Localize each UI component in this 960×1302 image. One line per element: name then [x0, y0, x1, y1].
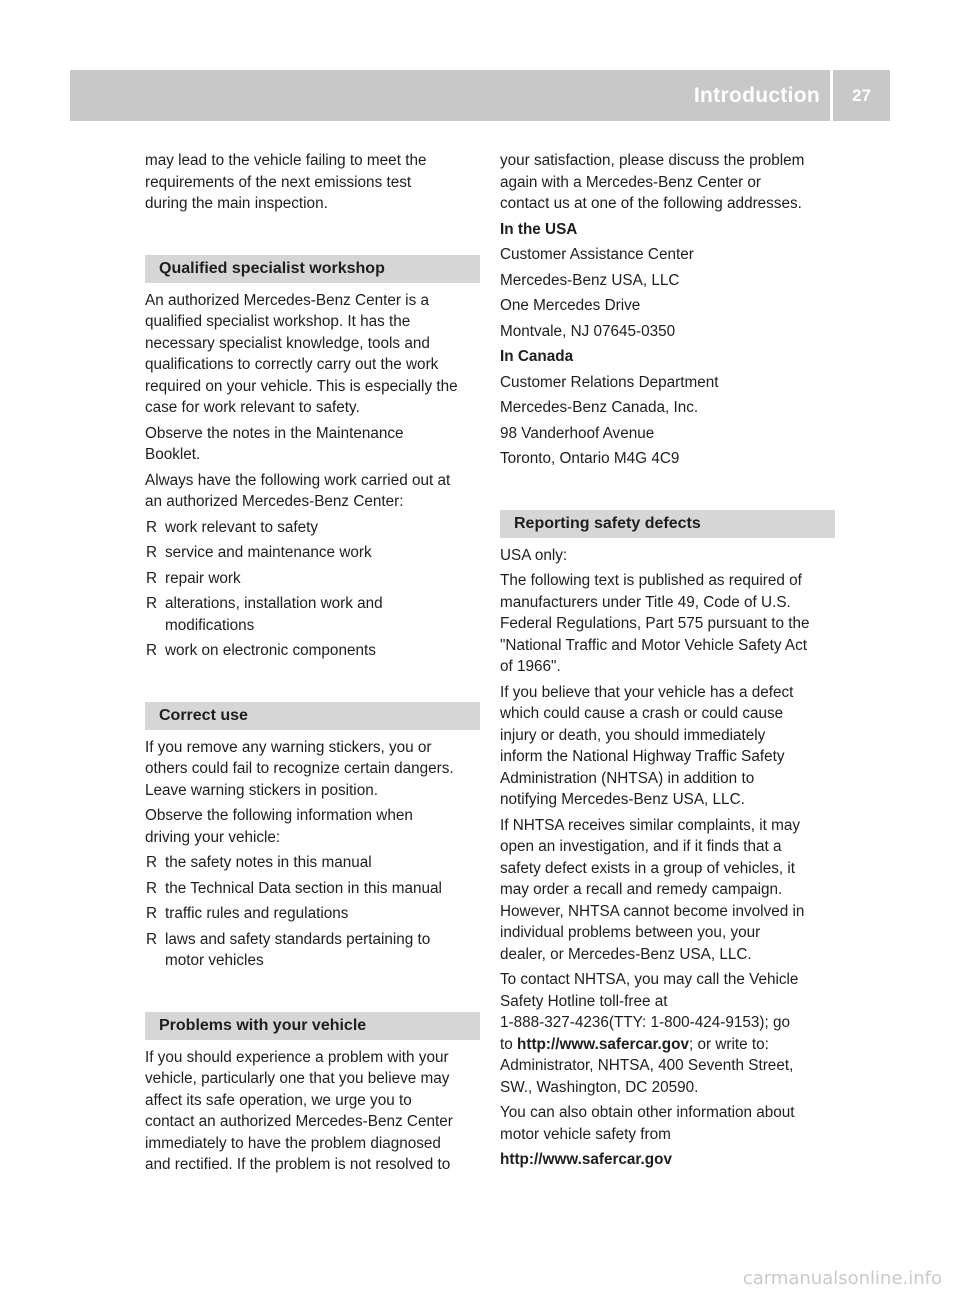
page-header	[70, 70, 890, 121]
heading-correct-use: Correct use	[145, 702, 480, 730]
canada-label: In Canada	[500, 348, 574, 365]
defects-paragraph-2: The following text is published as required of manufacturers under Title 49, Code of U.S. Federal Regulations, Part 575 pursuant to the "National Traffic and Motor Vehicle Safety Act of 1966".	[500, 572, 810, 675]
safercar-link[interactable]: http://www.safercar.gov	[517, 1035, 690, 1053]
list-item	[145, 878, 480, 900]
canada-address-line: Customer Relations Department	[500, 373, 719, 391]
heading-qualified-workshop: Qualified specialist workshop	[145, 255, 480, 283]
canada-address	[500, 372, 835, 470]
canada-address-line: 98 Vanderhoof Avenue	[500, 424, 655, 442]
intro-paragraph: may lead to the vehicle failing to meet the requirements of the next emissions test during the main inspection.	[145, 152, 427, 212]
list-item	[145, 852, 480, 874]
usa-address	[500, 244, 835, 342]
list-item	[145, 593, 480, 636]
safercar-link-final[interactable]: http://www.safercar.gov	[500, 1151, 672, 1168]
list-item	[145, 929, 480, 972]
list-item-text: alterations, installation work and modifications	[165, 595, 383, 634]
bullet-icon: R	[146, 879, 158, 897]
heading-reporting-safety-defects: Reporting safety defects	[500, 510, 835, 538]
left-column	[145, 150, 480, 1180]
footer-watermark: carmanualsonline.info	[742, 1268, 942, 1289]
list-item-text: work relevant to safety	[165, 518, 319, 536]
problems-paragraph: If you should experience a problem with your vehicle, particularly one that you believe may affect its safe operation, we urge you to contact an authorized Mercedes-Benz Center immediately to have the problem diagnosed and rectified. If the problem is not resolved to	[145, 1048, 453, 1173]
list-item	[145, 640, 480, 662]
usa-address-line: Customer Assistance Center	[500, 246, 694, 263]
contact-or-write: ; or write to:	[689, 1035, 769, 1053]
contact-lines: To contact NHTSA, you may call the Vehicle Safety Hotline toll-free at 1-888-327-4236(TTY: 1-800-424-9153); go	[500, 971, 799, 1031]
page-number: 27	[852, 86, 871, 105]
bullet-icon: R	[146, 642, 158, 659]
canada-address-line: Toronto, Ontario M4G 4C9	[500, 450, 680, 467]
defects-paragraph-3: If you believe that your vehicle has a defect which could cause a crash or could cause injury or death, you should immediately inform the National Highway Traffic Safety Administration (NHTSA) in addition to notifying Mercedes-Benz USA, LLC.	[500, 683, 794, 808]
bullet-icon: R	[146, 569, 158, 587]
list-item-text: laws and safety standards pertaining to motor vehicles	[165, 930, 431, 969]
workshop-paragraph-1: An authorized Mercedes-Benz Center is a qualified specialist workshop. It has the necessary specialist knowledge, tools and qualifications to correctly carry out the work required on your vehicle. This is especially the case for work relevant to safety.	[145, 291, 458, 416]
bullet-icon: R	[146, 854, 158, 871]
list-item	[145, 568, 480, 590]
correct-use-paragraph-2: Observe the following information when driving your vehicle:	[145, 807, 413, 846]
list-item-text: repair work	[165, 569, 241, 587]
defects-paragraph-6: You can also obtain other information about motor vehicle safety from	[500, 1104, 795, 1143]
list-item-text: service and maintenance work	[165, 544, 372, 561]
correct-use-list	[145, 852, 480, 972]
list-item	[145, 517, 480, 539]
correct-use-paragraph-1: If you remove any warning stickers, you or others could fail to recognize certain dangers. Leave warning stickers in position.	[145, 738, 454, 799]
list-item	[145, 542, 480, 564]
canada-address-line: Mercedes-Benz Canada, Inc.	[500, 399, 699, 416]
defects-paragraph-1: USA only:	[500, 546, 568, 564]
heading-problems: Problems with your vehicle	[145, 1012, 480, 1040]
list-item-text: the Technical Data section in this manual	[165, 879, 442, 897]
defects-paragraph-4: If NHTSA receives similar complaints, it may open an investigation, and if it finds that a safety defect exists in a group of vehicles, it may order a recall and remedy campaign. However, NHTSA cannot become involved in individual problems between you, your dealer, or Mercedes-Benz USA, LLC.	[500, 816, 805, 963]
usa-address-line: One Mercedes Drive	[500, 297, 641, 314]
workshop-paragraph-3: Always have the following work carried out at an authorized Mercedes-Benz Center:	[145, 471, 451, 510]
defects-paragraph-5	[500, 969, 835, 1098]
workshop-list	[145, 517, 480, 662]
bullet-icon: R	[146, 595, 158, 612]
usa-address-line: Mercedes-Benz USA, LLC	[500, 271, 680, 289]
continuation-paragraph: your satisfaction, please discuss the problem again with a Mercedes-Benz Center or contact us at one of the following addresses.	[500, 152, 805, 212]
list-item-text: the safety notes in this manual	[165, 854, 372, 871]
bullet-icon: R	[146, 930, 158, 948]
usa-label: In the USA	[500, 220, 578, 238]
contact-to: to	[500, 1035, 518, 1053]
list-item-text: traffic rules and regulations	[165, 905, 349, 922]
section-title: Introduction	[693, 84, 820, 107]
right-column	[500, 150, 835, 1175]
list-item	[145, 903, 480, 925]
contact-address: Administrator, NHTSA, 400 Seventh Street, SW., Washington, DC 20590.	[500, 1057, 794, 1096]
list-item-text: work on electronic components	[165, 642, 376, 659]
bullet-icon: R	[146, 905, 158, 922]
bullet-icon: R	[146, 544, 158, 561]
usa-address-line: Montvale, NJ 07645-0350	[500, 322, 676, 340]
bullet-icon: R	[146, 518, 158, 536]
workshop-paragraph-2: Observe the notes in the Maintenance Booklet.	[145, 424, 404, 463]
